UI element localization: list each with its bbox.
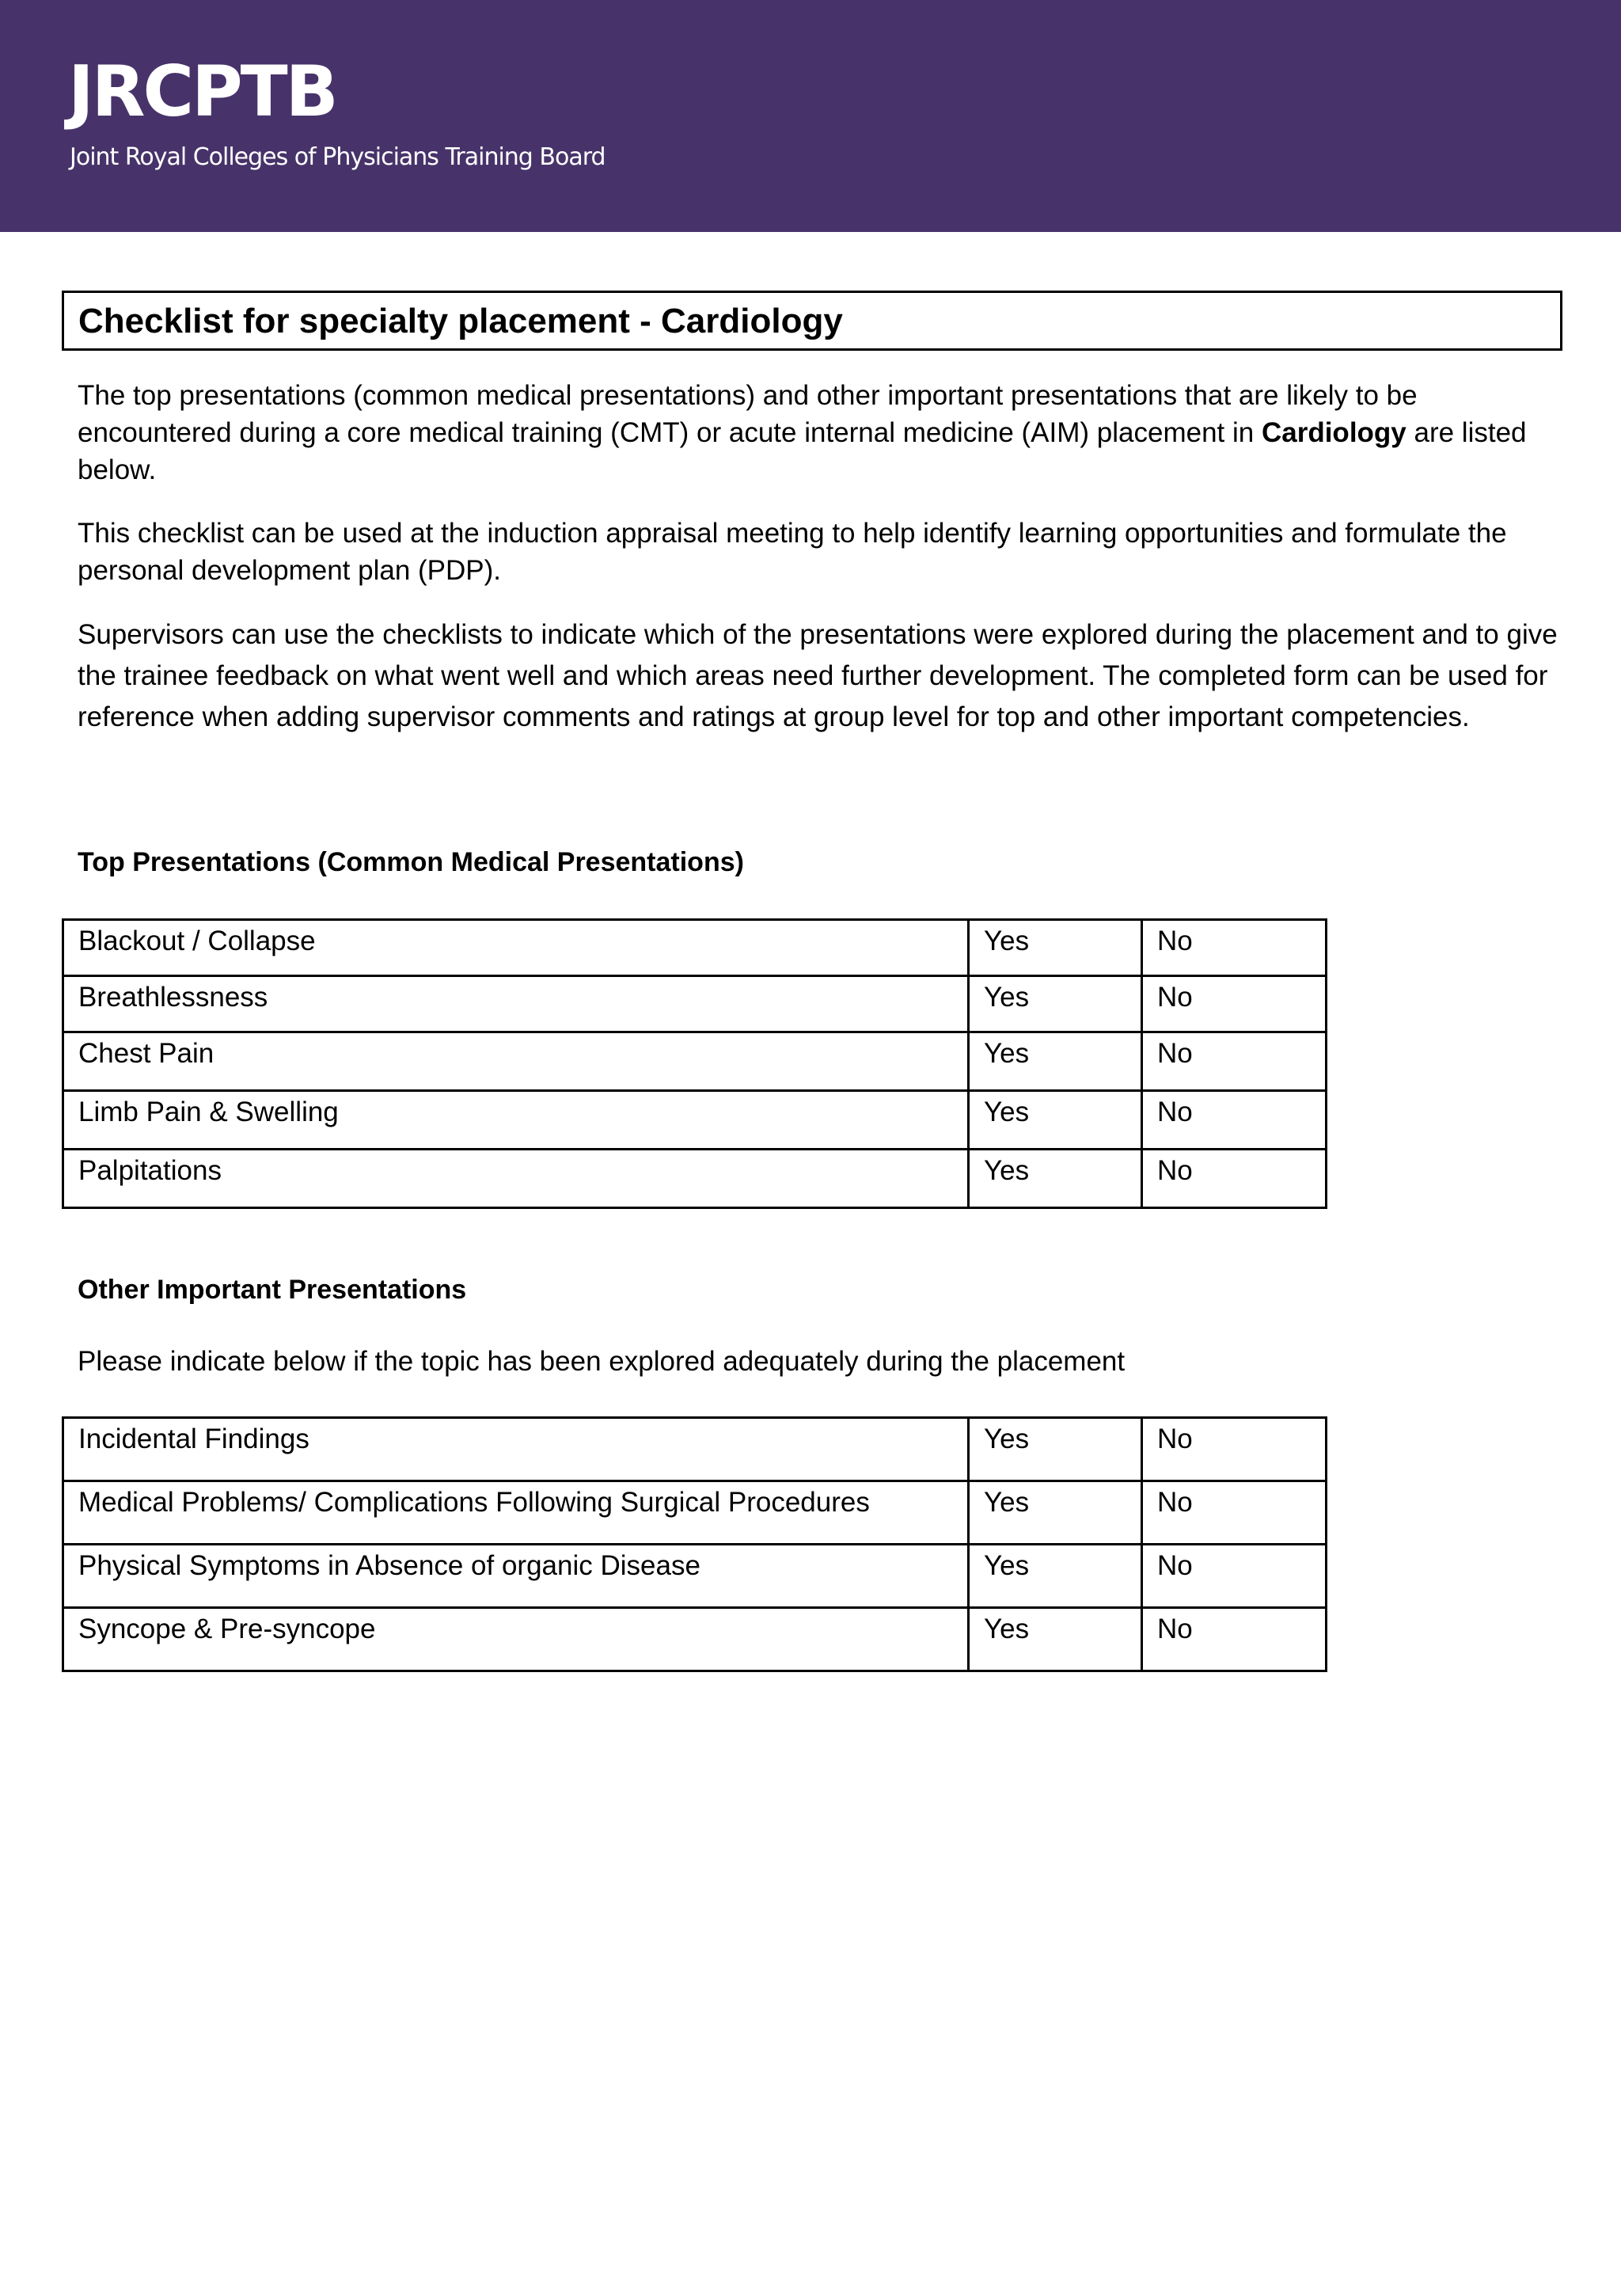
logo-title: JRCPTB	[68, 51, 336, 132]
no-option[interactable]: No	[1142, 1418, 1327, 1481]
other-presentations-heading: Other Important Presentations	[78, 1275, 467, 1305]
no-option[interactable]: No	[1142, 1545, 1327, 1608]
yes-option[interactable]: Yes	[969, 1032, 1142, 1091]
no-option[interactable]: No	[1142, 1032, 1327, 1091]
yes-option[interactable]: Yes	[969, 920, 1142, 976]
yes-option[interactable]: Yes	[969, 1545, 1142, 1608]
topic-cell: Palpitations	[63, 1150, 969, 1208]
logo-subtitle: Joint Royal Colleges of Physicians Training Board	[70, 143, 606, 171]
intro-specialty: Cardiology	[1261, 417, 1407, 448]
topic-cell: Chest Pain	[63, 1032, 969, 1091]
topic-cell: Physical Symptoms in Absence of organic Disease	[63, 1545, 969, 1608]
other-presentations-instruction: Please indicate below if the topic has been explored adequately during the placement	[78, 1346, 1126, 1377]
header-banner	[0, 0, 1621, 232]
topic-cell: Medical Problems/ Complications Following Surgical Procedures	[63, 1481, 969, 1545]
intro-text-start: The top presentations (common medical presentations) and other important presentations that are likely to be encountered during a core medical training (CMT) or acute internal medicine (AIM) placement in	[78, 380, 1418, 448]
yes-option[interactable]: Yes	[969, 1481, 1142, 1545]
table-row	[63, 1545, 1327, 1608]
document-title-box	[62, 291, 1562, 351]
table-row	[63, 1608, 1327, 1671]
topic-cell: Breathlessness	[63, 976, 969, 1032]
yes-option[interactable]: Yes	[969, 1091, 1142, 1150]
top-presentations-heading: Top Presentations (Common Medical Presentations)	[78, 847, 744, 877]
yes-option[interactable]: Yes	[969, 1418, 1142, 1481]
table-row	[63, 1418, 1327, 1481]
other-presentations-table	[62, 1416, 1327, 1672]
no-option[interactable]: No	[1142, 1608, 1327, 1671]
document-title: Checklist for specialty placement - Cardiology	[78, 302, 843, 340]
no-option[interactable]: No	[1142, 1150, 1327, 1208]
table-row	[63, 920, 1327, 976]
topic-cell: Blackout / Collapse	[63, 920, 969, 976]
no-option[interactable]: No	[1142, 1091, 1327, 1150]
no-option[interactable]: No	[1142, 976, 1327, 1032]
topic-cell: Incidental Findings	[63, 1418, 969, 1481]
intro-paragraph	[78, 377, 1566, 488]
yes-option[interactable]: Yes	[969, 1150, 1142, 1208]
table-row	[63, 1481, 1327, 1545]
yes-option[interactable]: Yes	[969, 1608, 1142, 1671]
no-option[interactable]: No	[1142, 1481, 1327, 1545]
topic-cell: Syncope & Pre-syncope	[63, 1608, 969, 1671]
top-presentations-table	[62, 918, 1327, 1209]
no-option[interactable]: No	[1142, 920, 1327, 976]
topic-cell: Limb Pain & Swelling	[63, 1091, 969, 1150]
table-row	[63, 976, 1327, 1032]
intro-text-end: are listed below.	[78, 417, 1527, 485]
paragraph-checklist-usage: This checklist can be used at the induction appraisal meeting to help identify learning opportunities and formulate the personal development plan (PDP).	[78, 518, 1507, 586]
paragraph-supervisors: Supervisors can use the checklists to indicate which of the presentations were explored during the placement and to give the trainee feedback on what went well and which areas need further development. The completed form can be used for reference when adding supervisor comments and ratings at group level for top and other important competencies.	[78, 619, 1558, 732]
yes-option[interactable]: Yes	[969, 976, 1142, 1032]
table-row	[63, 1091, 1327, 1150]
table-row	[63, 1032, 1327, 1091]
table-row	[63, 1150, 1327, 1208]
